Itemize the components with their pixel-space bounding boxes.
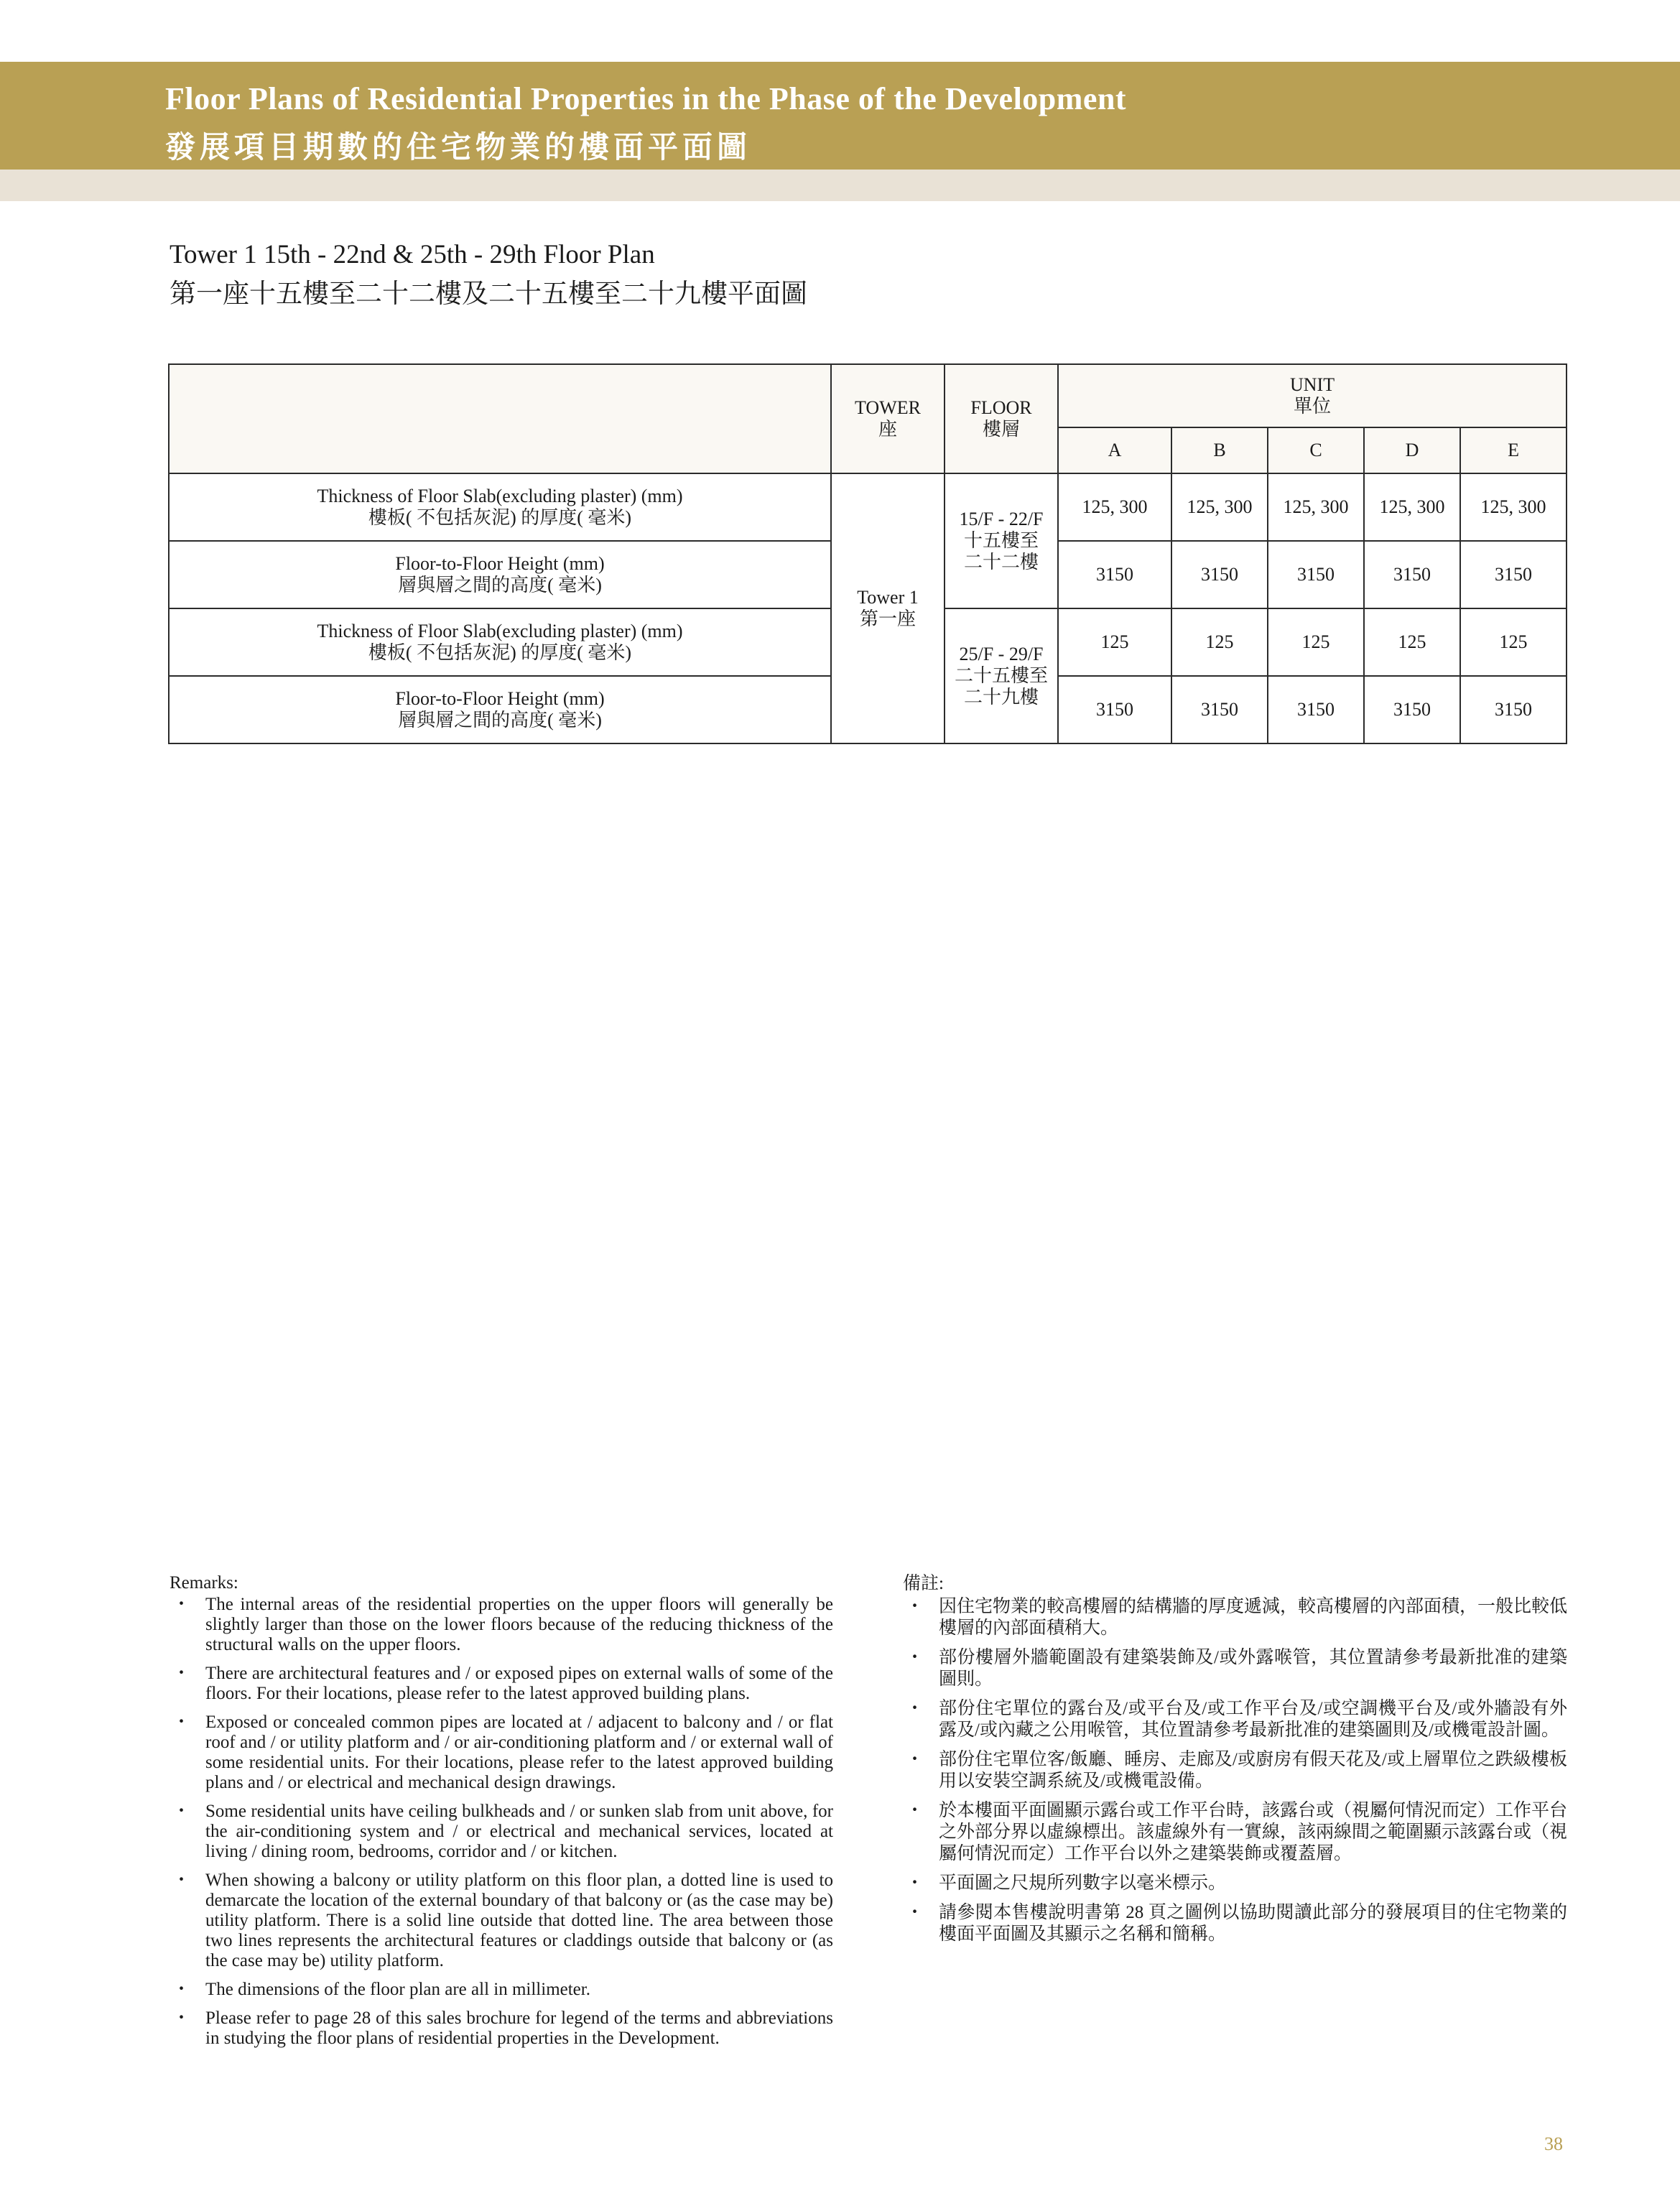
bullet-icon: ・ <box>906 1873 924 1893</box>
bullet-icon: ・ <box>172 1664 191 1683</box>
row-label <box>169 473 831 541</box>
unit-e-header: E <box>1460 427 1567 473</box>
remark-item <box>170 1802 833 1862</box>
remarks-zh <box>903 1573 1567 1953</box>
bullet-icon: ・ <box>906 1648 924 1667</box>
remark-text: 請參閱本售樓說明書第 28 頁之圖例以協助閱讀此部分的發展項目的住宅物業的樓面平面圖及其顯示之名稱和簡稱。 <box>939 1903 1567 1944</box>
floor-range-zh-1: 二十五樓至 <box>954 665 1048 686</box>
floor-spec-table <box>168 363 1567 744</box>
value-cell: 125 <box>1364 608 1460 676</box>
row-label-zh: 樓板( 不包括灰泥) 的厚度( 毫米) <box>368 507 632 528</box>
remark-text: Some residential units have ceiling bulkheads and / or sunken slab from unit above, for the air-conditioning system and / or electrical and mechanical services, located at living / dining room, bedrooms, corridor and / or kitchen. <box>205 1802 833 1861</box>
value-cell: 125 <box>1460 608 1567 676</box>
value-cell: 125, 300 <box>1058 473 1171 541</box>
remark-text: Exposed or concealed common pipes are located at / adjacent to balcony and / or flat roof and / or utility platform and / or air-conditioning platform and / or external wall of some residential units. For their locations, please refer to the latest approved building plans and / or electrical and mechanical design drawings. <box>205 1713 833 1792</box>
row-label-zh: 層與層之間的高度( 毫米) <box>398 575 602 595</box>
bullet-icon: ・ <box>172 1802 191 1821</box>
floor-range-zh-1: 十五樓至 <box>963 530 1039 551</box>
remark-item <box>170 1664 833 1704</box>
bullet-icon: ・ <box>172 1713 191 1732</box>
floor-header-zh: 樓層 <box>982 419 1020 440</box>
bullet-icon: ・ <box>172 1595 191 1614</box>
row-label-en: Floor-to-Floor Height (mm) <box>395 553 605 574</box>
value-cell: 3150 <box>1460 541 1567 608</box>
floor-range-zh-2: 二十二樓 <box>963 552 1039 573</box>
remark-text: The dimensions of the floor plan are all in millimeter. <box>205 1980 590 1999</box>
unit-header-en: UNIT <box>1289 374 1335 395</box>
row-label <box>169 676 831 743</box>
remark-item <box>903 1902 1567 1945</box>
unit-b-header: B <box>1171 427 1268 473</box>
row-label <box>169 541 831 608</box>
remark-item <box>903 1596 1567 1639</box>
bullet-icon: ・ <box>906 1597 924 1616</box>
value-cell: 3150 <box>1460 676 1567 743</box>
bullet-icon: ・ <box>906 1801 924 1820</box>
remark-text: 部份樓層外牆範圍設有建築裝飾及/或外露喉管，其位置請參考最新批准的建築圖則。 <box>939 1648 1567 1689</box>
remark-text: 因住宅物業的較高樓層的結構牆的厚度遞減，較高樓層的內部面積，一般比較低樓層的內部面積稍大。 <box>939 1597 1568 1638</box>
row-label-zh: 樓板( 不包括灰泥) 的厚度( 毫米) <box>368 642 632 663</box>
value-cell: 3150 <box>1171 541 1268 608</box>
remark-text: 部份住宅單位客/飯廳、睡房、走廊及/或廚房有假天花及/或上層單位之跌級樓板用以安裝空調系統及/或機電設備。 <box>939 1750 1567 1791</box>
value-cell: 3150 <box>1171 676 1268 743</box>
remark-item <box>903 1647 1567 1690</box>
remark-text: 平面圖之尺規所列數字以毫米標示。 <box>939 1873 1227 1893</box>
floor-header <box>945 364 1058 473</box>
floor-range-en: 15/F - 22/F <box>959 509 1044 529</box>
bullet-icon: ・ <box>172 2008 191 2028</box>
bullet-icon: ・ <box>172 1980 191 1999</box>
bullet-icon: ・ <box>906 1903 924 1922</box>
remark-text: 於本樓面平面圖顯示露台或工作平台時，該露台或（視屬何情況而定）工作平台之外部分界以虛線標出。該虛線外有一實線，該兩線間之範圍顯示該露台或（視屬何情況而定）工作平台以外之建築裝飾或覆蓋層。 <box>939 1801 1568 1863</box>
floor-range-zh-2: 二十九樓 <box>963 687 1039 708</box>
unit-d-header: D <box>1364 427 1460 473</box>
row-label <box>169 608 831 676</box>
floor-header-en: FLOOR <box>970 397 1032 418</box>
tower-header <box>831 364 945 473</box>
remark-item <box>170 1713 833 1793</box>
remark-item <box>170 2008 833 2049</box>
unit-header <box>1058 364 1567 427</box>
tower-value <box>831 473 945 743</box>
value-cell: 125 <box>1171 608 1268 676</box>
floor-plan-title-zh: 第一座十五樓至二十二樓及二十五樓至二十九樓平面圖 <box>170 279 807 309</box>
unit-a-header: A <box>1058 427 1171 473</box>
tower-value-en: Tower 1 <box>857 587 919 608</box>
value-cell: 3150 <box>1058 676 1171 743</box>
remark-text: Please refer to page 28 of this sales brochure for legend of the terms and abbreviations in studying the floor plans of residential properties in the Development. <box>205 2008 833 2048</box>
remarks-title-en: Remarks: <box>170 1573 238 1593</box>
remark-item <box>170 1871 833 1971</box>
remark-item <box>903 1749 1567 1792</box>
row-label-zh: 層與層之間的高度( 毫米) <box>398 710 602 731</box>
table-header-row <box>169 364 1567 427</box>
table-header-blank <box>169 364 831 473</box>
remark-item <box>170 1980 833 2000</box>
table-row <box>169 473 1567 541</box>
value-cell: 3150 <box>1268 676 1364 743</box>
row-label-en: Thickness of Floor Slab(excluding plaster) (mm) <box>317 621 683 641</box>
bullet-icon: ・ <box>172 1871 191 1890</box>
value-cell: 125, 300 <box>1268 473 1364 541</box>
tower-header-en: TOWER <box>855 397 921 418</box>
value-cell: 3150 <box>1364 676 1460 743</box>
remark-text: There are architectural features and / or exposed pipes on external walls of some of the floors. For their locations, please refer to the latest approved building plans. <box>205 1664 833 1703</box>
floor-plan-title-en: Tower 1 15th - 22nd & 25th - 29th Floor Plan <box>170 240 655 269</box>
unit-c-header: C <box>1268 427 1364 473</box>
remarks-en <box>170 1573 833 2057</box>
value-cell: 3150 <box>1058 541 1171 608</box>
value-cell: 125, 300 <box>1460 473 1567 541</box>
remark-text: When showing a balcony or utility platform on this floor plan, a dotted line is used to demarcate the location of the external boundary of that balcony or (as the case may be) utility platform. There is a solid line outside that dotted line. The area between those two lines represents the architectural features or claddings outside that balcony or (as the case may be) utility platform. <box>205 1871 833 1970</box>
tower-header-zh: 座 <box>878 419 897 440</box>
remark-item <box>903 1800 1567 1865</box>
floor-range-1 <box>945 473 1058 608</box>
row-label-en: Thickness of Floor Slab(excluding plaster) (mm) <box>317 486 683 506</box>
page-title-en: Floor Plans of Residential Properties in the Phase of the Development <box>165 81 1127 116</box>
value-cell: 125, 300 <box>1171 473 1268 541</box>
remark-text: The internal areas of the residential properties on the upper floors will generally be slightly larger than those on the lower floors because of the reducing thickness of the structural walls on the upper floors. <box>205 1595 833 1654</box>
bullet-icon: ・ <box>906 1699 924 1718</box>
floor-range-en: 25/F - 29/F <box>959 644 1044 664</box>
unit-header-zh: 單位 <box>1294 396 1332 417</box>
value-cell: 125, 300 <box>1364 473 1460 541</box>
page-number: 38 <box>1544 2133 1563 2154</box>
floor-range-2 <box>945 608 1058 743</box>
value-cell: 3150 <box>1268 541 1364 608</box>
remark-text: 部份住宅單位的露台及/或平台及/或工作平台及/或空調機平台及/或外牆設有外露及/或內藏之公用喉管，其位置請參考最新批准的建築圖則及/或機電設計圖。 <box>939 1699 1567 1740</box>
header-sub-band <box>0 170 1680 201</box>
remarks-title-zh: 備註: <box>903 1574 944 1593</box>
page-title-zh: 發展項目期數的住宅物業的樓面平面圖 <box>165 131 752 164</box>
remark-item <box>903 1698 1567 1741</box>
value-cell: 125 <box>1058 608 1171 676</box>
tower-value-zh: 第一座 <box>859 608 916 629</box>
remark-item <box>170 1595 833 1655</box>
value-cell: 3150 <box>1364 541 1460 608</box>
bullet-icon: ・ <box>906 1750 924 1769</box>
value-cell: 125 <box>1268 608 1364 676</box>
row-label-en: Floor-to-Floor Height (mm) <box>395 688 605 709</box>
remark-item <box>903 1873 1567 1894</box>
